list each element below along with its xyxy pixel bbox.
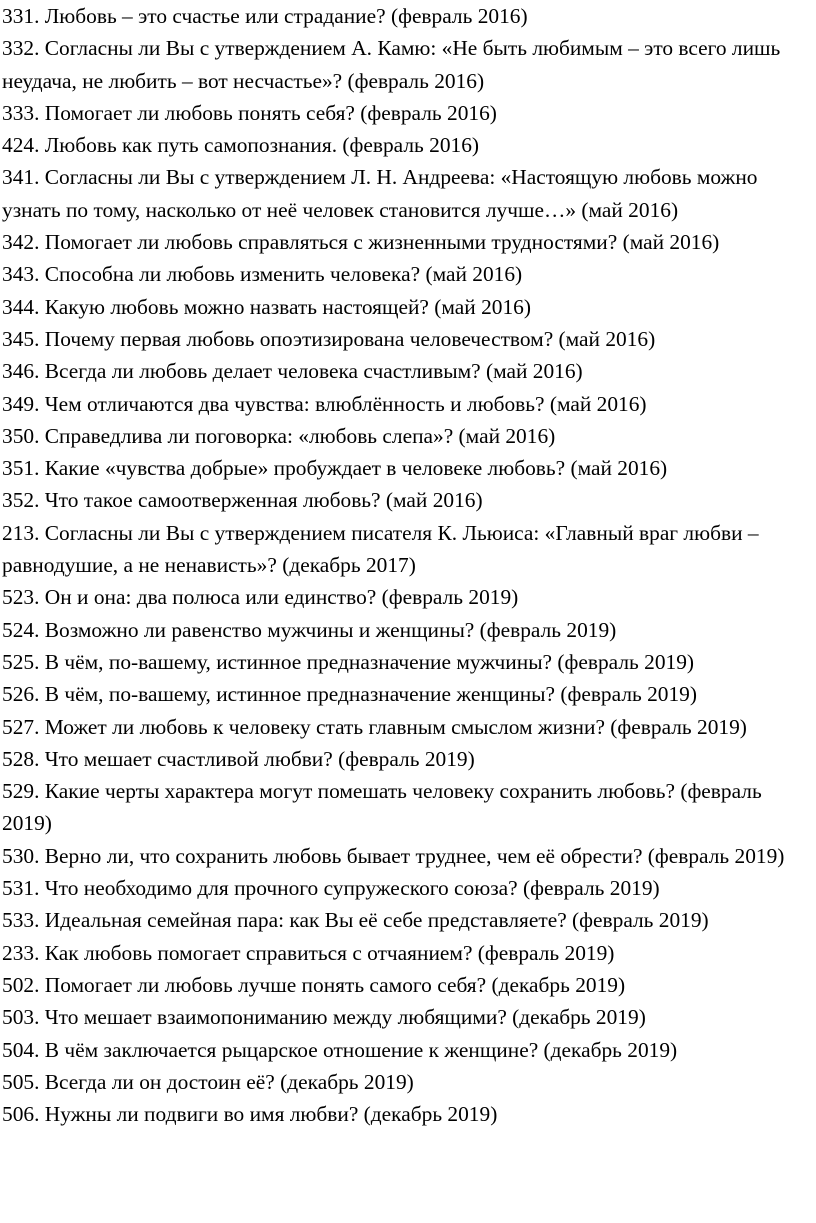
topic-text: 524. Возможно ли равенство мужчины и женщины? (февраль 2019) <box>2 617 617 642</box>
topic-text: 533. Идеальная семейная пара: как Вы её себе представляете? (февраль 2019) <box>2 908 709 933</box>
topic-text: 526. В чём, по-вашему, истинное предназначение женщины? (февраль 2019) <box>2 682 697 707</box>
topic-item <box>2 937 812 969</box>
topic-item <box>2 614 812 646</box>
topic-item <box>2 420 812 452</box>
topic-item <box>2 129 812 161</box>
topic-item <box>2 969 812 1001</box>
topic-item <box>2 161 812 226</box>
topic-text: 506. Нужны ли подвиги во имя любви? (декабрь 2019) <box>2 1102 498 1127</box>
topic-text: 351. Какие «чувства добрые» пробуждает в человеке любовь? (май 2016) <box>2 456 668 481</box>
topic-item <box>2 1001 812 1033</box>
topic-item <box>2 646 812 678</box>
topic-item <box>2 678 812 710</box>
topic-item <box>2 388 812 420</box>
topic-text: 332. Согласны ли Вы с утверждением А. Камю: «Не быть любимым – это всего лишь неудача, не любить – вот несчастье»? (февраль 2016) <box>2 36 781 93</box>
topic-text: 528. Что мешает счастливой любви? (февраль 2019) <box>2 746 475 771</box>
topic-item <box>2 226 812 258</box>
topic-text: 342. Помогает ли любовь справляться с жизненными трудностями? (май 2016) <box>2 230 720 255</box>
topic-item <box>2 484 812 516</box>
topic-item <box>2 97 812 129</box>
topic-text: 345. Почему первая любовь опоэтизирована человечеством? (май 2016) <box>2 326 656 351</box>
topic-text: 530. Верно ли, что сохранить любовь бывает труднее, чем её обрести? (февраль 2019) <box>2 843 785 868</box>
topic-text: 346. Всегда ли любовь делает человека счастливым? (май 2016) <box>2 359 583 384</box>
topic-text: 525. В чём, по-вашему, истинное предназначение мужчины? (февраль 2019) <box>2 649 695 674</box>
topic-item <box>2 581 812 613</box>
topic-text: 502. Помогает ли любовь лучше понять самого себя? (декабрь 2019) <box>2 972 626 997</box>
topic-text: 523. Он и она: два полюса или единство? (февраль 2019) <box>2 585 519 610</box>
topic-text: 505. Всегда ли он достоин её? (декабрь 2019) <box>2 1069 414 1094</box>
topic-item <box>2 840 812 872</box>
topic-text: 504. В чём заключается рыцарское отношение к женщине? (декабрь 2019) <box>2 1037 678 1062</box>
topic-item <box>2 872 812 904</box>
topic-item <box>2 1034 812 1066</box>
topic-text: 349. Чем отличаются два чувства: влюблённость и любовь? (май 2016) <box>2 391 647 416</box>
topic-item <box>2 904 812 936</box>
topic-list <box>2 0 812 1130</box>
topic-item <box>2 517 812 582</box>
topic-text: 424. Любовь как путь самопознания. (февраль 2016) <box>2 133 480 158</box>
topic-text: 350. Справедлива ли поговорка: «любовь слепа»? (май 2016) <box>2 423 556 448</box>
topic-item <box>2 775 812 840</box>
topic-item <box>2 32 812 97</box>
topic-item <box>2 743 812 775</box>
topic-text: 531. Что необходимо для прочного супружеского союза? (февраль 2019) <box>2 876 660 901</box>
topic-text: 213. Согласны ли Вы с утверждением писателя К. Льюиса: «Главный враг любви – равнодушие, а не ненависть»? (декабрь 2017) <box>2 520 759 578</box>
topic-text: 529. Какие черты характера могут помешать человеку сохранить любовь? (февраль 2019) <box>2 779 762 836</box>
topic-item <box>2 291 812 323</box>
topic-text: 503. Что мешает взаимопониманию между любящими? (декабрь 2019) <box>2 1005 646 1030</box>
topic-item <box>2 355 812 387</box>
topic-text: 344. Какую любовь можно назвать настоящей? (май 2016) <box>2 294 531 319</box>
topic-item <box>2 0 812 32</box>
topic-item <box>2 323 812 355</box>
topic-text: 331. Любовь – это счастье или страдание? (февраль 2016) <box>2 4 528 28</box>
topic-text: 341. Согласны ли Вы с утверждением Л. Н. Андреева: «Настоящую любовь можно узнать по тому, насколько от неё человек становится лучше…» (май 2016) <box>2 165 758 222</box>
topic-item <box>2 711 812 743</box>
topic-item <box>2 1098 812 1130</box>
topic-item <box>2 1066 812 1098</box>
topic-item <box>2 452 812 484</box>
topic-text: 343. Способна ли любовь изменить человека? (май 2016) <box>2 262 523 287</box>
topic-text: 352. Что такое самоотверженная любовь? (май 2016) <box>2 488 483 513</box>
topic-text: 233. Как любовь помогает справиться с отчаянием? (февраль 2019) <box>2 940 615 965</box>
topic-text: 527. Может ли любовь к человеку стать главным смыслом жизни? (февраль 2019) <box>2 714 747 739</box>
topic-item <box>2 258 812 290</box>
topic-text: 333. Помогает ли любовь понять себя? (февраль 2016) <box>2 100 497 125</box>
